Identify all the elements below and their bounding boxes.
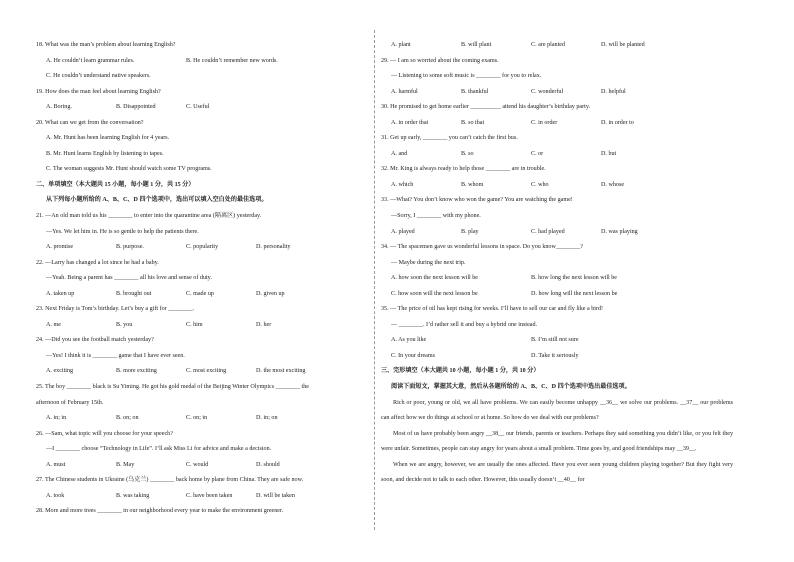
question-text: C. The woman suggests Mr. Hunt should watch some TV programs. (46, 166, 212, 173)
question-text: — Listening to some soft music is ________ for you to relax. (391, 73, 542, 80)
answer-option: B. whom (461, 181, 484, 188)
section-heading: 从下列每小题所给的 A、B、C、D 四个选项中，选出可以填入空白处的最佳选项。 (46, 197, 268, 204)
answer-options (381, 349, 733, 365)
answer-option: A. which (391, 181, 414, 188)
question-text: 23. Next Friday is Tom’s birthday. Let’s buy a gift for ________. (36, 306, 195, 313)
answer-option: B. more exciting (116, 368, 157, 375)
answer-option: B. Disappointed (116, 104, 156, 111)
answer-option: C. are planted (531, 42, 566, 48)
answer-options (36, 287, 388, 303)
answer-option: C. or (531, 150, 544, 157)
question-text: 19. How does the man feel about learning English? (36, 88, 161, 95)
answer-option: C. He couldn’t understand native speakers. (46, 73, 151, 80)
answer-options (381, 287, 733, 303)
answer-options (36, 54, 388, 70)
answer-option: B. May (116, 461, 135, 468)
answer-option: D. in order to (601, 119, 634, 126)
section-heading: 阅读下面短文，掌握其大意，然后从各题所给的 A、B、C、D 四个选项中选出最佳选项。 (391, 384, 631, 391)
question-text: 28. More and more trees ________ in our neighborhood every year to make the environment greener. (36, 508, 284, 515)
question-text: 25. The boy ________ black is Su Yiming. He got his gold medal of the Beijing Winter Olympics ________ the (36, 384, 309, 391)
question-text: — ________. I’d rather sell it and buy a hybrid one instead. (391, 321, 538, 328)
answer-option: C. had played (531, 228, 565, 235)
answer-option: C. popularity (186, 244, 219, 251)
left-column (36, 38, 388, 520)
answer-option: A. Boring. (46, 104, 72, 111)
answer-option (256, 100, 326, 116)
question-text: —I ________ choose “Technology in Life”. I’ll ask Miss Li for advice and make a decision. (46, 446, 272, 453)
passage-paragraph: When we are angry, however, we are usually the ones affected. Have you ever seen young children playing together? But they fight very soon, and decide not to talk to each other. However, this usually doesn’t __40__ for (381, 461, 733, 484)
answer-options (36, 411, 388, 427)
answer-option: C. him (186, 321, 203, 328)
question-text: 29. — I am so worried about the coming exams. (381, 57, 499, 64)
answer-option: A. played (391, 228, 415, 235)
question-text: afternoon of February 15th. (36, 399, 104, 406)
cloze-passage (381, 396, 733, 489)
answer-option: A. taken up (46, 290, 75, 297)
answer-option (186, 69, 326, 85)
answer-option: B. thankful (461, 88, 489, 95)
answer-option: D. but (601, 150, 617, 157)
question-text: 31. Get up early, ________ you can’t catch the first bus. (381, 135, 518, 142)
answer-options (36, 318, 388, 334)
answer-option: D. in; on (256, 415, 278, 422)
answer-option: D. will be planted (601, 42, 645, 48)
answer-option: D. whose (601, 181, 625, 188)
question-text: 18. What was the man’s problem about learning English? (36, 42, 176, 48)
answer-option: A. exciting (46, 368, 74, 375)
answer-option: A. in; in (46, 415, 67, 422)
question-text: 20. What can we get from the conversation? (36, 119, 144, 126)
question-text: 35. — The price of oil has kept rising for weeks. I’ll have to sell our car and fly like a bird! (381, 306, 604, 313)
answer-option: A. me (46, 321, 61, 328)
answer-option: A. in order that (391, 119, 429, 126)
answer-options (36, 69, 388, 85)
answer-option: A. As you like (391, 337, 427, 344)
answer-option: C. In your dreams (391, 352, 436, 359)
column-divider (374, 30, 375, 530)
answer-option: D. how long will the next lesson be (531, 290, 618, 297)
question-text: 27. The Chinese students in Ukraine (乌克兰) ________ back home by plane from China. They are safe now. (36, 477, 304, 484)
passage-paragraph: Rich or poor, young or old, we all have problems. We can easily become unhappy __36__ we solve our problems. __37__ our problems can affect how we do things at school or at home. So how do we deal with our problems? (381, 399, 733, 422)
question-text: —Sorry, I ________ with my phone. (391, 213, 481, 220)
answer-option: B. I’m still not sure (531, 337, 579, 344)
answer-options (381, 271, 733, 287)
question-text: 30. He promised to get home earlier __________ attend his daughter’s birthday party. (381, 104, 590, 111)
answer-option: A. harmful (391, 88, 418, 95)
answer-option: C. have been taken (186, 492, 233, 499)
section-heading: 二、单项填空（本大题共 15 小题，每小题 1 分，共 15 分） (36, 181, 195, 188)
answer-option: B. on; on (116, 415, 139, 422)
answer-options (381, 38, 733, 54)
question-text: 24. —Did you see the football match yesterday? (36, 337, 154, 344)
answer-option: A. took (46, 492, 65, 499)
answer-option: B. He couldn’t remember new words. (186, 57, 278, 64)
answer-options (381, 116, 733, 132)
question-text: 32. Mr. King is always ready to help those ________ are in trouble. (381, 166, 546, 173)
answer-option: B. you (116, 321, 133, 328)
answer-option: B. purpose. (116, 244, 144, 251)
question-text: B. Mr. Hunt learns English by listening to tapes. (46, 150, 164, 157)
answer-option: A. and (391, 150, 408, 157)
answer-options (36, 489, 388, 505)
answer-option: C. Useful (186, 104, 210, 111)
answer-option: B. will plant (461, 42, 492, 48)
section-heading: 三、完形填空（本大题共 10 小题，每小题 1 分，共 10 分） (381, 368, 540, 375)
question-text: —Yeah. Being a parent has ________ all his love and sense of duty. (46, 275, 212, 282)
answer-option: D. was playing (601, 228, 638, 235)
answer-options (381, 333, 733, 349)
answer-option: C. in order (531, 119, 558, 126)
answer-option: B. so that (461, 119, 485, 126)
answer-option: B. play (461, 228, 479, 235)
answer-option: C. made up (186, 290, 214, 297)
answer-option: A. plant (391, 42, 411, 48)
answer-options (36, 364, 388, 380)
answer-option: C. who (531, 181, 549, 188)
answer-option: D. her (256, 321, 272, 328)
answer-options (36, 458, 388, 474)
question-text: 22. —Larry has changed a lot since he had a baby. (36, 259, 159, 266)
question-text: 26. —Sam, what topic will you choose for your speech? (36, 430, 173, 437)
answer-option: D. given up (256, 290, 285, 297)
question-text: 33. —What? You don’t know who won the game? You are watching the game! (381, 197, 573, 204)
answer-option: B. brought out (116, 290, 152, 297)
right-column (381, 38, 733, 489)
answer-option: D. the most exciting (256, 368, 306, 375)
question-text: 34. — The spacemen gave us wonderful lessons in space. Do you know________? (381, 244, 583, 251)
answer-option: C. wonderful (531, 88, 564, 95)
answer-options (381, 178, 733, 194)
question-text: —Yes! I think it is ________ game that I have ever seen. (46, 352, 185, 359)
answer-option: D. helpful (601, 88, 626, 95)
question-text: —Yes. We let him in. He is so gentle to help the patients there. (46, 228, 199, 235)
answer-option: D. should (256, 461, 280, 468)
answer-option: D. will be taken (256, 492, 295, 499)
answer-option: B. so (461, 150, 474, 157)
answer-option: B. was taking (116, 492, 150, 499)
answer-option: C. would (186, 461, 209, 468)
answer-options (36, 100, 388, 116)
question-text: A. Mr. Hunt has been learning English for 4 years. (46, 135, 170, 142)
answer-option: A. He couldn’t learn grammar rules. (46, 57, 135, 64)
answer-option: A. promise (46, 244, 74, 251)
question-text: 21. —An old man told us his ________ to enter into the quarantine area (隔离区) yesterday. (36, 213, 262, 220)
question-text: — Maybe during the next trip. (391, 259, 466, 266)
answer-option: B. how long the next lesson will be (531, 275, 617, 282)
answer-option: C. how soon will the next lesson be (391, 290, 478, 297)
answer-options (36, 240, 388, 256)
answer-options (381, 225, 733, 241)
answer-options (381, 85, 733, 101)
passage-paragraph: Most of us have probably been angry __38__ our friends, parents or teachers. Perhaps they said something you didn’t like, or you felt they were unfair. Sometimes, people can stay angry for years about a small problem. Time goes by, and good friendships may __39__. (381, 430, 733, 453)
answer-option: C. most exciting (186, 368, 227, 375)
answer-options (381, 147, 733, 163)
answer-option: C. on; in (186, 415, 208, 422)
answer-option: D. personality (256, 244, 291, 251)
answer-option: A. how soon the next lesson will be (391, 275, 478, 282)
answer-option: D. Take it seriously (531, 352, 579, 359)
answer-option: A. must (46, 461, 66, 468)
